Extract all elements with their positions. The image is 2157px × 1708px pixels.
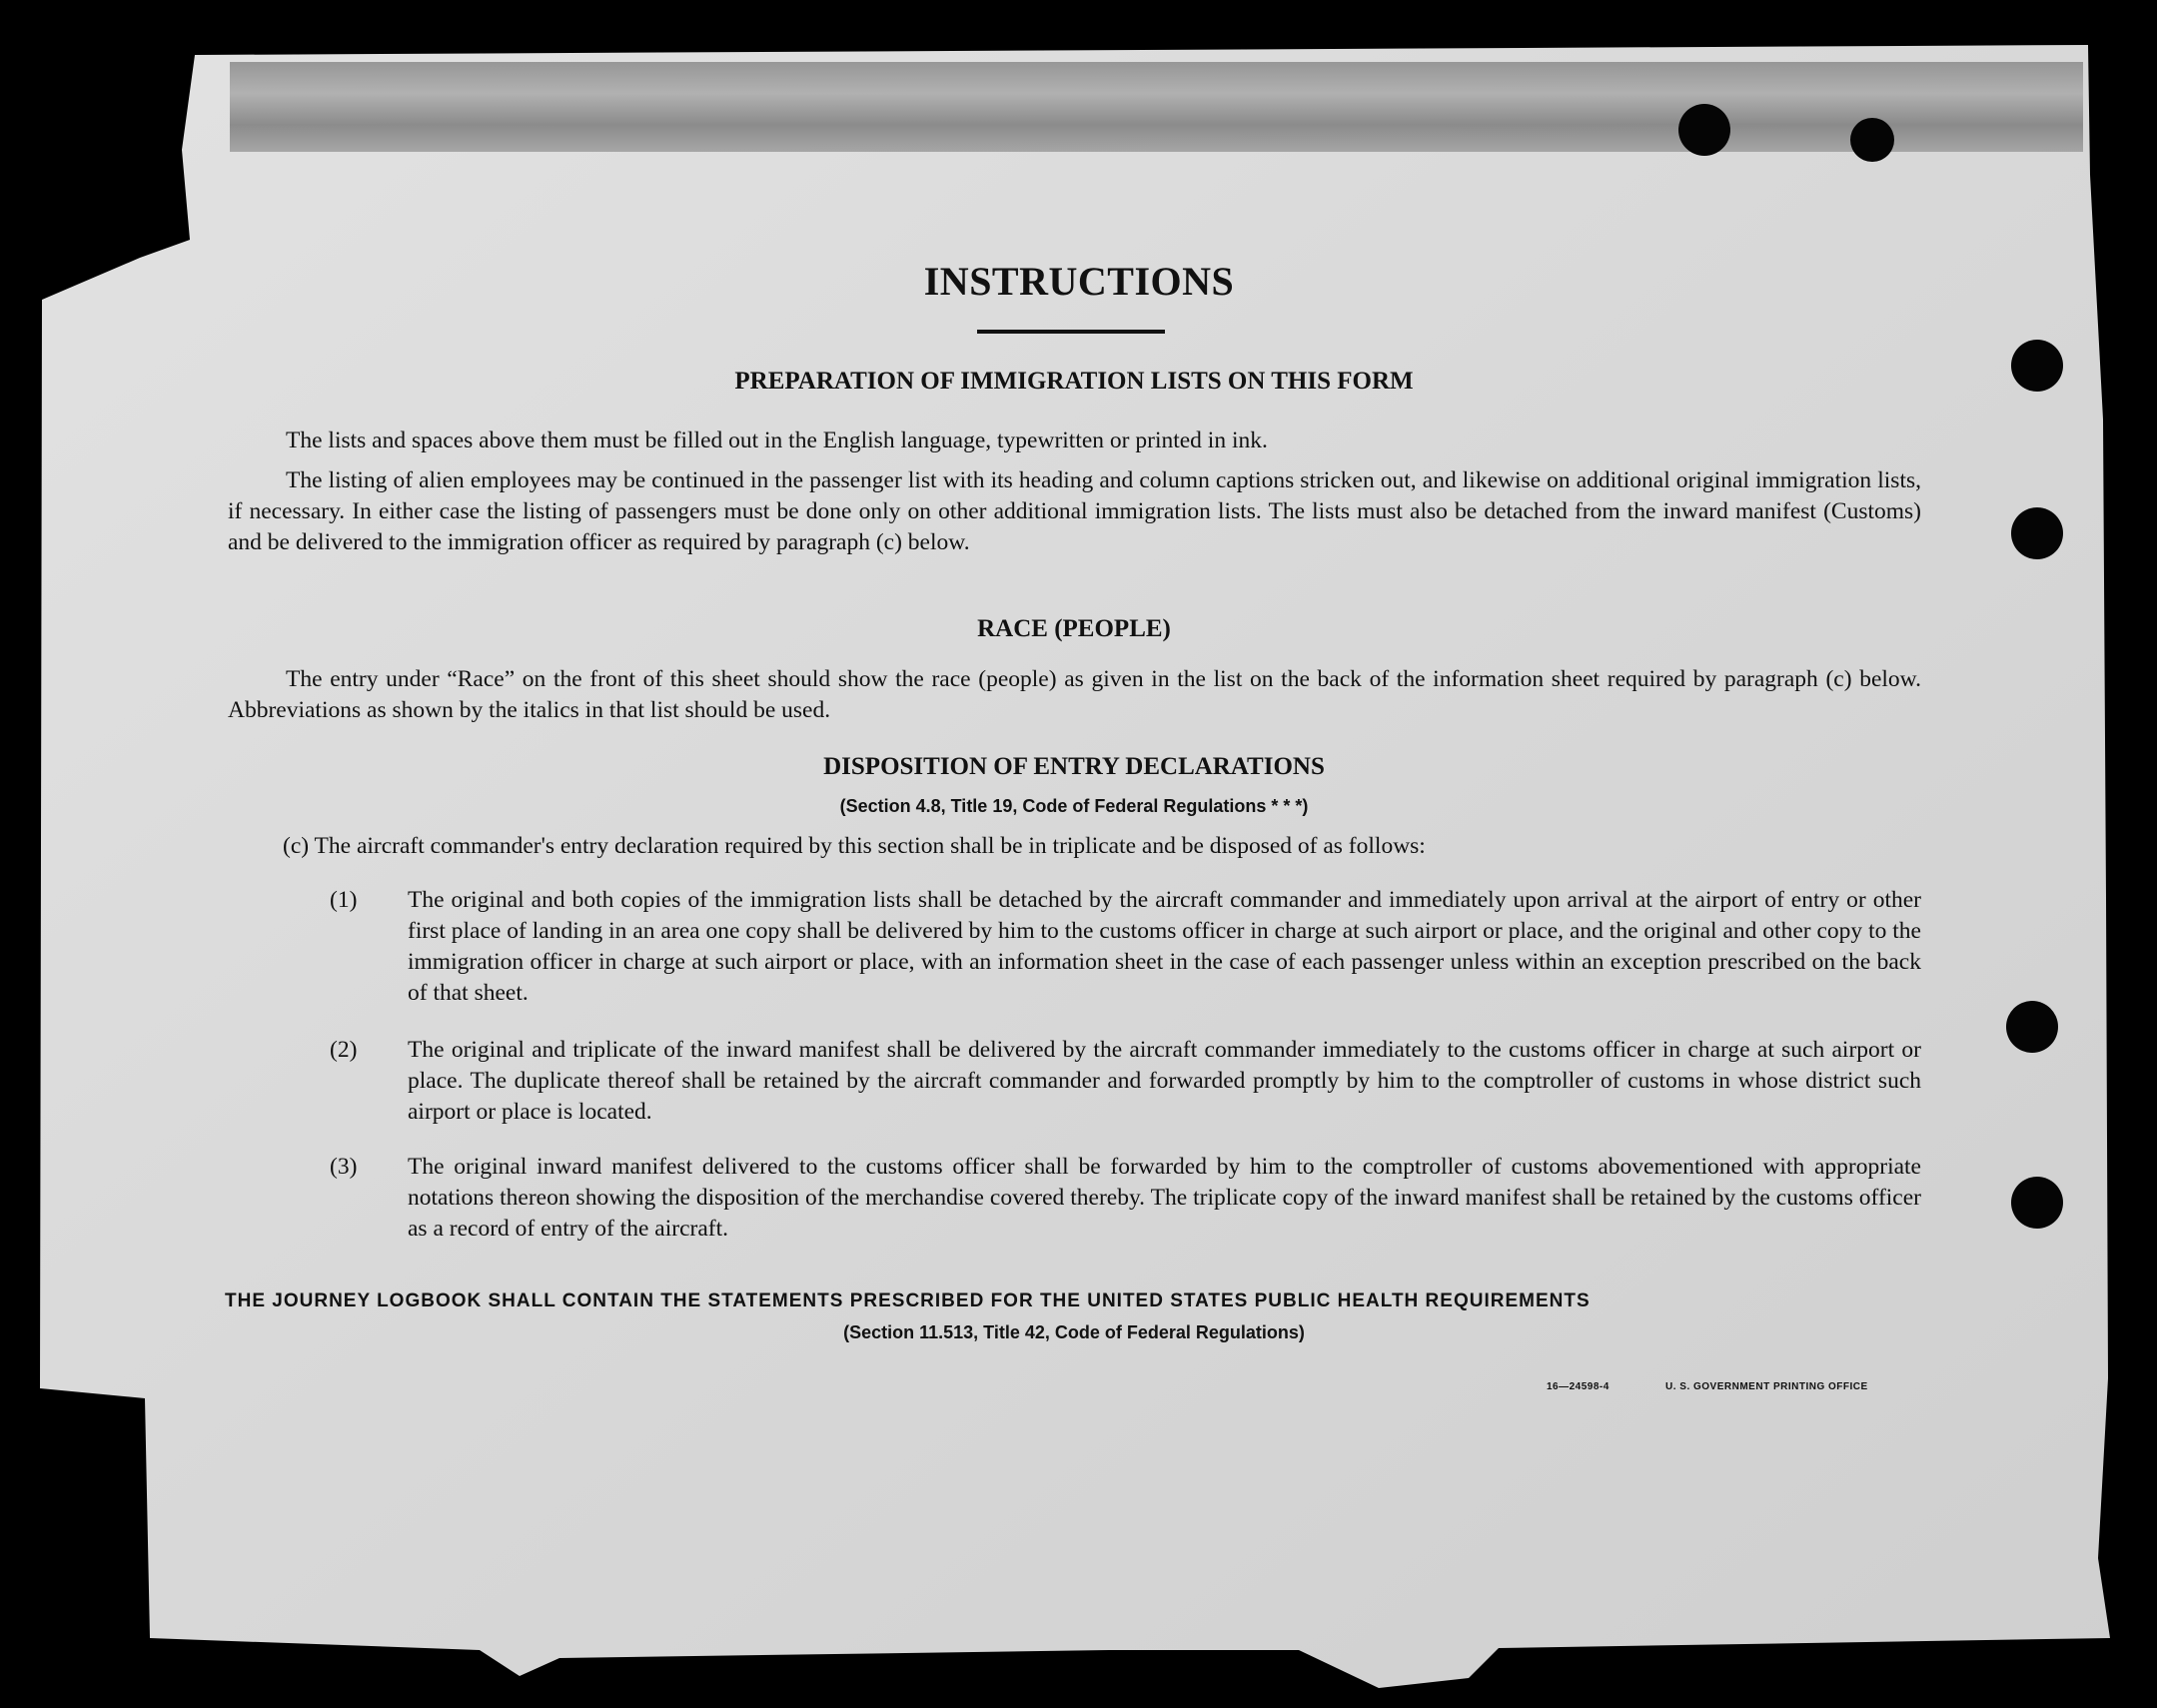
logbook-citation: (Section 11.513, Title 42, Code of Federal Regulations) xyxy=(843,1322,1305,1342)
race-paragraph: The entry under “Race” on the front of this sheet should show the race (people) as given in the list on the back of the information sheet required by paragraph (c) below. Abbreviations as shown by the italics in that list should be used. xyxy=(228,666,1921,723)
logbook-statement: THE JOURNEY LOGBOOK SHALL CONTAIN THE STATEMENTS PRESCRIBED FOR THE UNITED STATES PUBLIC HEALTH REQUIREMENTS xyxy=(225,1290,1591,1311)
punch-hole xyxy=(2011,1177,2063,1229)
disposition-item-2 xyxy=(330,1035,1921,1128)
disposition-item-3 xyxy=(330,1152,1921,1245)
punch-hole xyxy=(1678,104,1730,156)
printer-imprint: U. S. GOVERNMENT PRINTING OFFICE xyxy=(1665,1381,1868,1392)
disposition-citation: (Section 4.8, Title 19, Code of Federal Regulations * * *) xyxy=(839,796,1309,816)
tape-strip xyxy=(230,62,2083,152)
preparation-heading: PREPARATION OF IMMIGRATION LISTS ON THIS FORM xyxy=(734,368,1414,395)
item-number: (2) xyxy=(330,1037,358,1063)
page-title: INSTRUCTIONS xyxy=(923,259,1235,304)
item-number: (3) xyxy=(330,1154,358,1180)
preparation-paragraph-1: The lists and spaces above them must be filled out in the English language, typewritten or printed in ink. xyxy=(286,427,1268,453)
disposition-item-1 xyxy=(330,885,1921,1009)
preparation-paragraph-2: The listing of alien employees may be continued in the passenger list with its heading and column captions stricken out, and likewise on additional original immigration lists, if necessary. In either case the listing of passengers must be done only on other additional immigration lists. The lists must also be detached from the inward manifest (Customs) and be delivered to the immigration officer as required by paragraph (c) below. xyxy=(228,467,1921,555)
punch-hole xyxy=(2011,507,2063,559)
title-underline xyxy=(977,330,1165,334)
disposition-heading: DISPOSITION OF ENTRY DECLARATIONS xyxy=(823,753,1325,780)
form-number: 16—24598-4 xyxy=(1547,1381,1610,1392)
intro-label: (c) xyxy=(283,833,310,859)
punch-hole xyxy=(1850,118,1894,162)
item-text: The original and both copies of the immigration lists shall be detached by the aircraft commander and immediately upon arrival at the airport of entry or other first place of landing in an area one copy shall be delivered by him to the customs officer in charge at such airport or place, and the original and other copy to the immigration officer in charge at such airport or place, with an information sheet in the case of each passenger unless within an exception prescribed on the back of that sheet. xyxy=(408,887,1921,1006)
item-number: (1) xyxy=(330,887,358,913)
item-text: The original inward manifest delivered to the customs officer shall be forwarded by him to the comptroller of customs abovementioned with appropriate notations thereon showing the disposition of the merchandise covered thereby. The triplicate copy of the inward manifest shall be retained by the customs officer as a record of entry of the aircraft. xyxy=(408,1154,1921,1242)
item-text: The original and triplicate of the inward manifest shall be delivered by the aircraft commander immediately to the customs officer in charge at such airport or place. The duplicate thereof shall be retained by the aircraft commander and forwarded promptly by him to the comptroller of customs in whose district such airport or place is located. xyxy=(408,1037,1921,1125)
punch-hole xyxy=(2006,1001,2058,1053)
punch-hole xyxy=(2011,340,2063,392)
disposition-intro xyxy=(283,831,1921,862)
race-heading: RACE (PEOPLE) xyxy=(977,615,1171,642)
intro-text: The aircraft commander's entry declaration required by this section shall be in triplicate and be disposed of as follows: xyxy=(314,833,1426,859)
